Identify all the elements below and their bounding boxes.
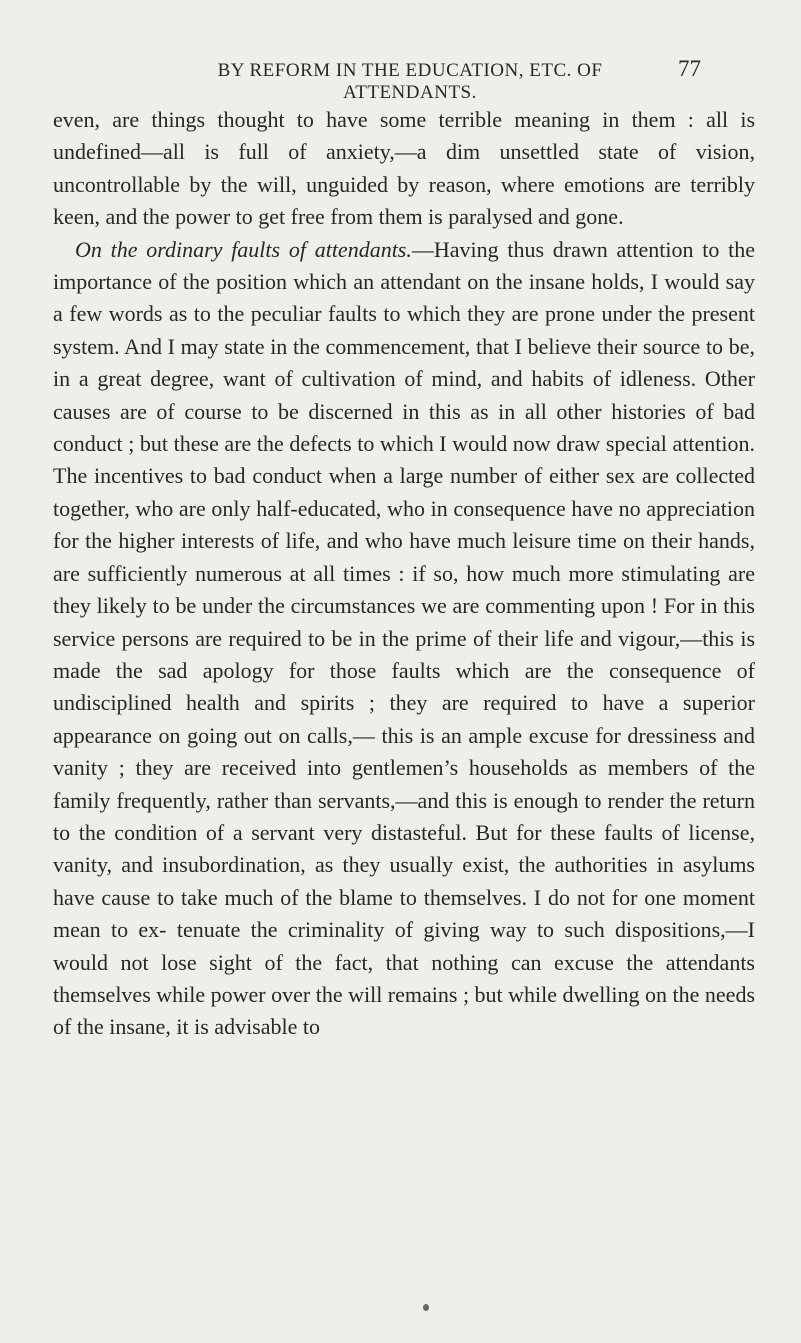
paragraph-continuation: even, are things thought to have some terrible meaning in them : all is undefined—all is full of anxiety,—a dim unsettled state of vision, uncontrollable by the will, unguided by reason, where emotions are terribly keen, and the power to get free from them is paralysed and gone. — [53, 107, 755, 230]
page-body — [53, 104, 755, 1044]
running-head: BY REFORM IN THE EDUCATION, ETC. OF ATTENDANTS. — [217, 60, 603, 103]
page-number: 77 — [678, 56, 701, 81]
section-heading: On the ordinary faults of attendants. — [75, 236, 412, 262]
paragraph-ordinary-faults — [53, 234, 755, 1044]
printer-mark — [423, 1304, 429, 1311]
paragraph-text: —Having thus drawn attention to the importance of the position which an attendant on the insane holds, I would say a few words as to the peculiar faults to which they are prone under the present system. And I may state in the commencement, that I believe their source to be, in a great degree, want of cultivation of mind, and habits of idleness. Other causes are of course to be discerned in this as in all other histories of bad conduct ; but these are the defects to which I would now draw special attention. The incentives to bad conduct when a large number of either sex are collected together, who are only half-educated, who in consequence have no appreciation for the higher interests of life, and who have much leisure time on their hands, are sufficiently numerous at all times : if so, how much more stimulating are they likely to be under the circumstances we are commenting upon ! For in this service persons are required to be in the prime of their life and vigour,—this is made the sad apology for those faults which are the consequence of undisciplined health and spirits ; they are required to have a superior appearance on going out on calls,— this is an ample excuse for dressiness and vanity ; they are received into gentlemen’s households as members of the family frequently, rather than servants,—and this is enough to render the return to the condition of a servant very distasteful. But for these faults of license, vanity, and insubordination, as they usually exist, the authorities in asylums have cause to take much of the blame to themselves. I do not for one moment mean to ex- tenuate the criminality of giving way to such dispositions,—I would not lose sight of the fact, that nothing can excuse the attendants themselves while power over the will remains ; but while dwelling on the needs of the insane, it is advisable to — [53, 236, 756, 1040]
